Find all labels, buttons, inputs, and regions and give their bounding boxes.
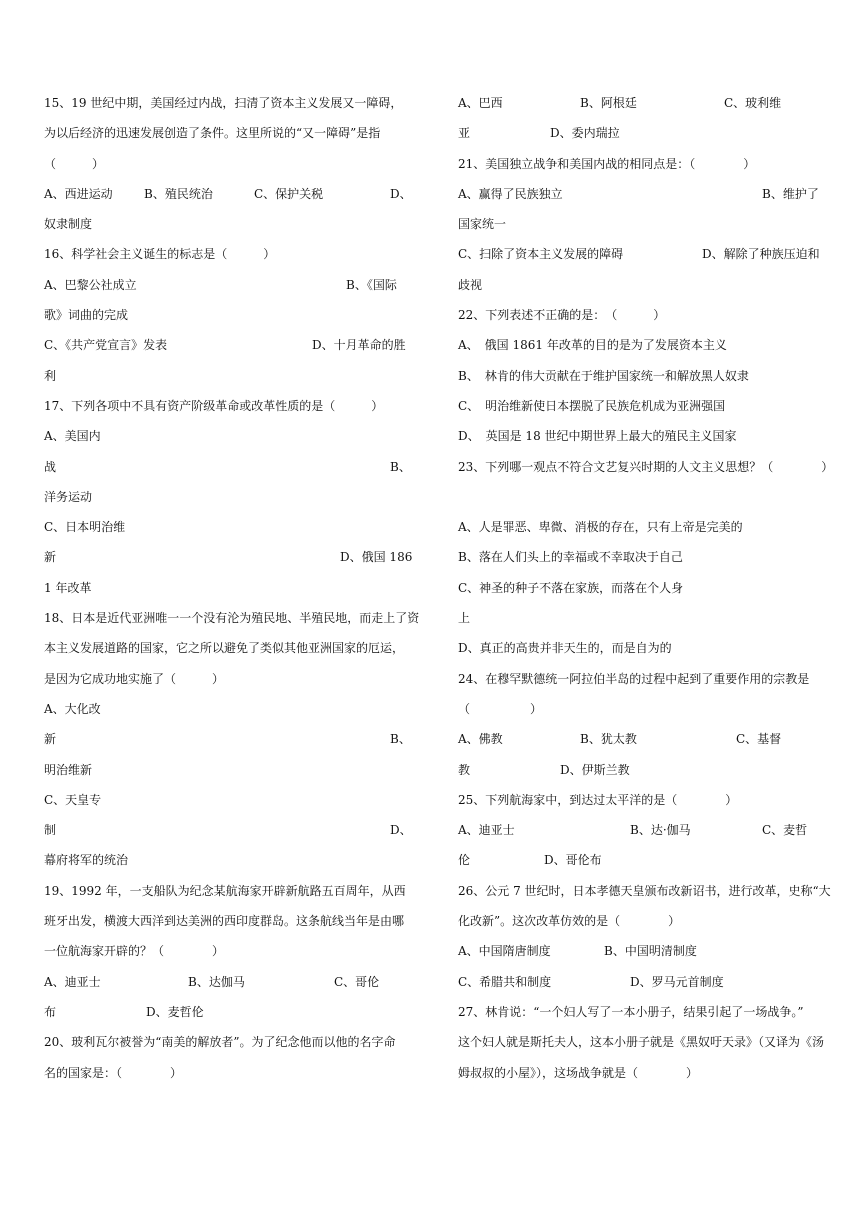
text-line [44,815,412,845]
text-line [458,785,820,815]
left-column [44,88,420,1088]
text-line [44,239,406,269]
text-segment: 23、下列哪一观点不符合文艺复兴时期的人文主义思想？（ ） [458,459,834,474]
text-segment: 歌》词曲的完成 [44,308,129,323]
text-segment: A、大化改 [44,701,101,716]
text-line [44,997,406,1027]
text-line [44,300,406,330]
text-segment: C、希腊共和制度 [458,974,552,989]
text-segment: D、解除了种族压迫和 [702,247,820,262]
text-segment: 1 年改革 [44,580,92,595]
text-line [458,664,820,694]
text-segment: A、巴西 [458,96,503,110]
text-segment: 新 [44,732,57,747]
text-segment: B、维护了 [762,186,819,201]
text-line [44,573,406,603]
text-line [458,1027,825,1057]
text-line [458,300,820,330]
text-segment: C、天皇专 [44,792,102,807]
text-segment: D、委内瑞拉 [550,126,620,141]
text-segment: 22、下列表述不正确的是： （ ） [458,308,666,323]
text-line [44,1058,406,1088]
text-line [44,361,406,391]
text-segment: B、阿根廷 [580,96,637,110]
text-segment: 明治维新 [44,762,93,777]
text-segment: 24、在穆罕默德统一阿拉伯半岛的过程中起到了重要作用的宗教是 [458,671,810,686]
text-segment: 洋务运动 [44,489,93,504]
text-segment: C、扫除了资本主义发展的障碍 [458,247,624,262]
text-segment: C、哥伦 [334,974,380,989]
text-line [44,421,406,451]
text-segment: B、中国明清制度 [604,944,697,959]
text-segment: 15、19 世纪中期，美国经过内战，扫清了资本主义发展又一障碍， [44,96,403,110]
text-line [44,391,406,421]
text-segment: C、 明治维新使日本摆脱了民族危机成为亚洲强国 [458,398,726,413]
text-line [458,603,820,633]
text-line [458,209,820,239]
text-segment: 一位航海家开辟的？（ ） [44,944,225,959]
text-line [458,573,820,603]
text-segment: 奴隶制度 [44,217,93,232]
text-segment: C、《共产党宣言》发表 [44,338,168,353]
text-line [44,664,406,694]
text-segment: D、麦哲伦 [146,1004,204,1019]
text-segment: D、罗马元首制度 [630,974,724,989]
text-segment: B、 [390,459,411,474]
text-segment: 姆叔叔的小屋》），这场战争就是（ ） [458,1065,699,1080]
text-segment: A、佛教 [458,732,503,747]
text-line [458,967,820,997]
text-line [458,179,820,209]
text-segment: 16、科学社会主义诞生的标志是（ ） [44,247,276,262]
text-segment: A、美国内 [44,429,101,444]
text-segment: B、殖民统治 [144,186,213,201]
right-column [458,88,834,1088]
text-segment: C、基督 [736,732,782,747]
text-segment: A、人是罪恶、卑微、消极的存在，只有上帝是完美的 [458,520,743,535]
text-line [458,149,820,179]
text-segment: A、迪亚士 [458,823,515,838]
text-segment: B、 林肯的伟大贡献在于维护国家统一和解放黑人奴隶 [458,368,749,383]
text-line [44,785,406,815]
text-segment: 19、1992 年，一支船队为纪念某航海家开辟新航路五百周年，从西 [44,883,406,898]
text-line [44,1027,406,1057]
text-line [458,845,820,875]
text-segment: 本主义发展道路的国家，它之所以避免了类似其他亚洲国家的厄运， [44,641,405,656]
text-line [458,542,820,572]
text-line [44,755,406,785]
text-segment: C、玻利维 [724,96,782,110]
text-line [458,755,820,785]
text-segment: C、日本明治维 [44,520,126,535]
text-segment: （ ） [458,701,543,716]
text-segment: A、赢得了民族独立 [458,186,563,201]
text-segment: B、犹太教 [580,732,637,747]
text-line [44,270,406,300]
text-segment: 班牙出发，横渡大西洋到达美洲的西印度群岛。这条航线当年是由哪 [44,914,405,929]
text-line [458,724,820,754]
text-line [44,118,406,148]
text-segment: 17、下列各项中不具有资产阶级革命或改革性质的是（ ） [44,398,384,413]
text-line [458,815,820,845]
text-line [458,391,820,421]
text-segment: 是因为它成功地实施了（ ） [44,671,225,686]
text-segment: 国家统一 [458,217,507,232]
text-line [458,694,820,724]
text-line [44,330,406,360]
text-segment: 伦 [458,853,471,868]
text-segment: 制 [44,823,57,838]
text-line [44,482,406,512]
text-segment: B、《国际 [346,277,397,292]
text-line [458,88,820,118]
text-line [458,633,820,663]
text-segment: 歧视 [458,277,483,292]
text-segment: 利 [44,368,57,383]
text-line [458,936,820,966]
text-segment: A、西进运动 [44,186,113,201]
text-segment: D、 [390,823,412,838]
text-line [44,876,406,906]
text-segment: B、达·伽马 [630,823,691,838]
text-line [44,149,406,179]
text-segment: 26、公元 7 世纪时，日本孝德天皇颁布改新诏书，进行改革，史称“大 [458,883,831,898]
text-segment: B、达伽马 [188,974,245,989]
text-segment: 为以后经济的迅速发展创造了条件。这里所说的“又一障碍”是指 [44,126,381,141]
text-line [44,542,413,572]
text-line [458,118,820,148]
text-segment: 这个妇人就是斯托夫人，这本小册子就是《黑奴吁天录》（又译为《汤 [458,1035,825,1050]
text-segment: 27、林肯说：“一个妇人写了一本小册子，结果引起了一场战争。” [458,1004,804,1019]
text-segment: D、俄国 186 [340,550,413,565]
text-line [44,906,406,936]
text-segment: A、中国隋唐制度 [458,944,551,959]
text-line [458,270,820,300]
text-segment: 21、美国独立战争和美国内战的相同点是：（ ） [458,156,756,171]
text-segment: 上 [458,611,471,626]
text-line [458,421,820,451]
text-line [44,512,406,542]
text-line [458,239,820,269]
text-line [44,694,406,724]
text-segment: D、十月革命的胜 [312,338,406,353]
text-line [44,845,406,875]
text-line [44,936,406,966]
text-line [44,179,412,209]
text-segment: D、 英国是 18 世纪中期世界上最大的殖民主义国家 [458,429,737,444]
text-segment: D、哥伦布 [544,853,602,868]
text-segment: A、 俄国 1861 年改革的目的是为了发展资本主义 [458,338,727,353]
text-segment: 战 [44,459,57,474]
text-line [458,361,820,391]
text-segment: 亚 [458,126,471,141]
text-segment: A、迪亚士 [44,974,101,989]
text-line [44,967,406,997]
text-segment: 教 [458,762,471,777]
text-segment: C、保护关税 [254,186,324,201]
text-line [458,330,820,360]
text-segment: C、神圣的种子不落在家族，而落在个人身 [458,580,684,595]
text-segment: （ ） [44,156,105,171]
text-line [458,997,820,1027]
text-segment: B、 [390,732,411,747]
text-line [44,452,411,482]
text-segment: A、巴黎公社成立 [44,277,137,292]
text-segment: 20、玻利瓦尔被誉为“南美的解放者”。为了纪念他而以他的名字命 [44,1035,396,1050]
text-segment: B、落在人们头上的幸福或不幸取决于自己 [458,550,683,565]
text-segment: 幕府将军的统治 [44,853,129,868]
text-line [458,482,820,512]
text-segment: 25、下列航海家中，到达过太平洋的是（ ） [458,792,738,807]
text-segment: 18、日本是近代亚洲唯一一个没有沦为殖民地、半殖民地，而走上了资 [44,611,420,626]
text-segment: D、 [390,186,412,201]
text-line [44,603,420,633]
text-line [44,88,406,118]
text-line [44,633,406,663]
text-line [458,512,820,542]
text-segment: D、真正的高贵并非天生的，而是自为的 [458,641,672,656]
text-segment: D、伊斯兰教 [560,762,630,777]
text-segment: 名的国家是：（ ） [44,1065,183,1080]
text-line [458,876,831,906]
text-line [458,452,834,482]
text-line [44,724,411,754]
text-segment: 布 [44,1004,57,1019]
text-segment: 化改新”。这次改革仿效的是（ ） [458,914,681,929]
text-line [44,209,406,239]
text-segment: 新 [44,550,57,565]
text-segment: C、麦哲 [762,823,808,838]
text-line [458,1058,820,1088]
text-line [458,906,820,936]
